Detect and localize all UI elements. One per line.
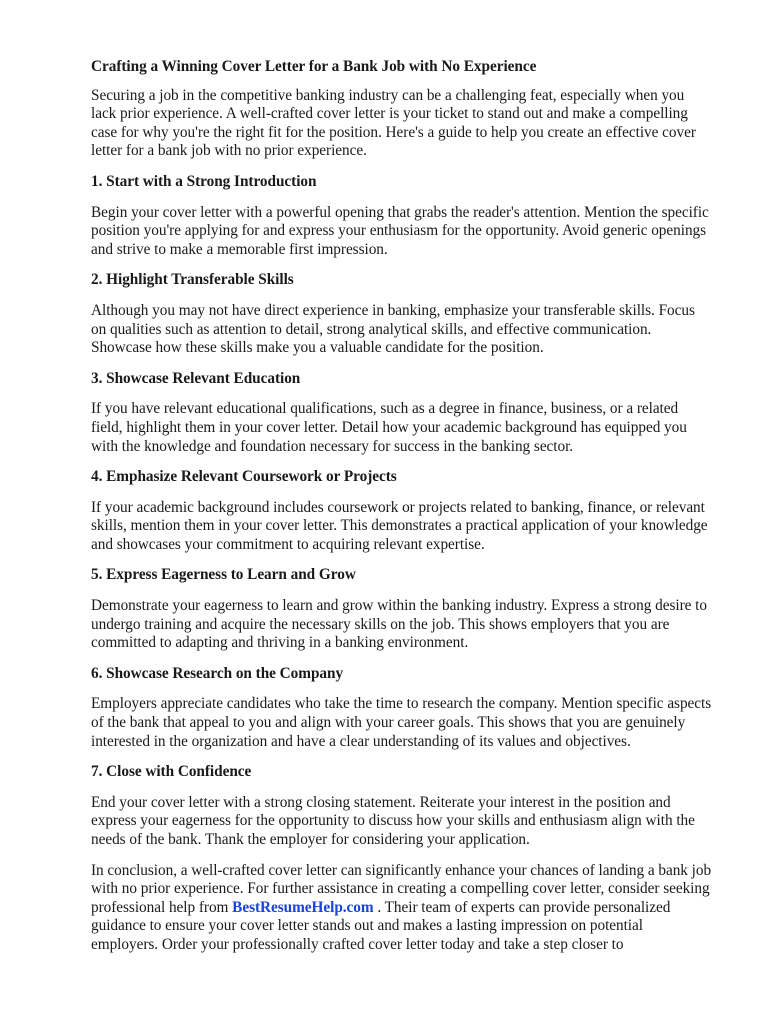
section-body: Begin your cover letter with a powerful opening that grabs the reader's attention. Mention the specific position you're applying for and express your enthusiasm for the opportunity. Avoid generic openings and strive to make a memorable first impression. xyxy=(91,203,709,258)
conclusion-paragraph xyxy=(91,862,713,955)
section-heading: 6. Showcase Research on the Company xyxy=(91,664,344,682)
section-heading: 2. Highlight Transferable Skills xyxy=(91,271,294,289)
conclusion-text-before: In conclusion, a well-crafted cover letter can significantly enhance your chances of landing a bank job with no prior experience. For further assistance in creating a compelling cover letter, consider seeking professional help from xyxy=(91,861,712,916)
section-body: End your cover letter with a strong closing statement. Reiterate your interest in the position and express your eagerness for the opportunity to discuss how your skills and enthusiasm align with the needs of the bank. Thank the employer for considering your application. xyxy=(91,793,695,848)
section-body: If your academic background includes coursework or projects related to banking, finance, or relevant skills, mention them in your cover letter. This demonstrates a practical application of your knowledge and showcases your commitment to acquiring relevant expertise. xyxy=(91,498,708,553)
section-body: Although you may not have direct experience in banking, emphasize your transferable skills. Focus on qualities such as attention to detail, strong analytical skills, and effective communication. Showcase how these skills make you a valuable candidate for the position. xyxy=(91,301,695,357)
section-body: Demonstrate your eagerness to learn and grow within the banking industry. Express a strong desire to undergo training and acquire the necessary skills on the job. This shows employers that you are committed to adapting and thriving in a banking environment. xyxy=(91,597,707,652)
section-heading: 5. Express Eagerness to Learn and Grow xyxy=(91,566,356,584)
document-page xyxy=(91,58,713,967)
section-heading: 3. Showcase Relevant Education xyxy=(91,369,301,387)
conclusion-text-after: . Their team of experts can provide personalized guidance to ensure your cover letter stands out and makes a lasting impression on potential employers. Order your professionally crafted cover letter today and take a step closer to xyxy=(91,898,671,953)
section-5 xyxy=(91,566,713,652)
section-2 xyxy=(91,271,713,357)
section-body: Employers appreciate candidates who take the time to research the company. Mention specific aspects of the bank that appeal to you and align with your career goals. This shows that you are genuinely interested in the organization and have a clear understanding of its values and objectives. xyxy=(91,695,712,750)
section-3 xyxy=(91,370,713,456)
document-title: Crafting a Winning Cover Letter for a Bank Job with No Experience xyxy=(91,58,537,75)
section-body: If you have relevant educational qualifications, such as a degree in finance, business, or a related field, highlight them in your cover letter. Detail how your academic background has equipped you with the knowledge and foundation necessary for success in the banking sector. xyxy=(91,400,687,455)
section-heading: 4. Emphasize Relevant Coursework or Projects xyxy=(91,468,397,486)
section-7 xyxy=(91,763,713,849)
intro-paragraph: Securing a job in the competitive banking industry can be a challenging feat, especially when you lack prior experience. A well-crafted cover letter is your ticket to stand out and make a compelling case for why you're the right fit for the position. Here's a guide to help you create an effective cover letter for a bank job with no prior experience. xyxy=(91,86,696,160)
section-heading: 7. Close with Confidence xyxy=(91,763,252,781)
bestresumehelp-link[interactable]: BestResumeHelp.com xyxy=(232,898,374,916)
section-6 xyxy=(91,665,713,751)
section-heading: 1. Start with a Strong Introduction xyxy=(91,172,317,190)
section-4 xyxy=(91,468,713,554)
section-1 xyxy=(91,173,713,259)
